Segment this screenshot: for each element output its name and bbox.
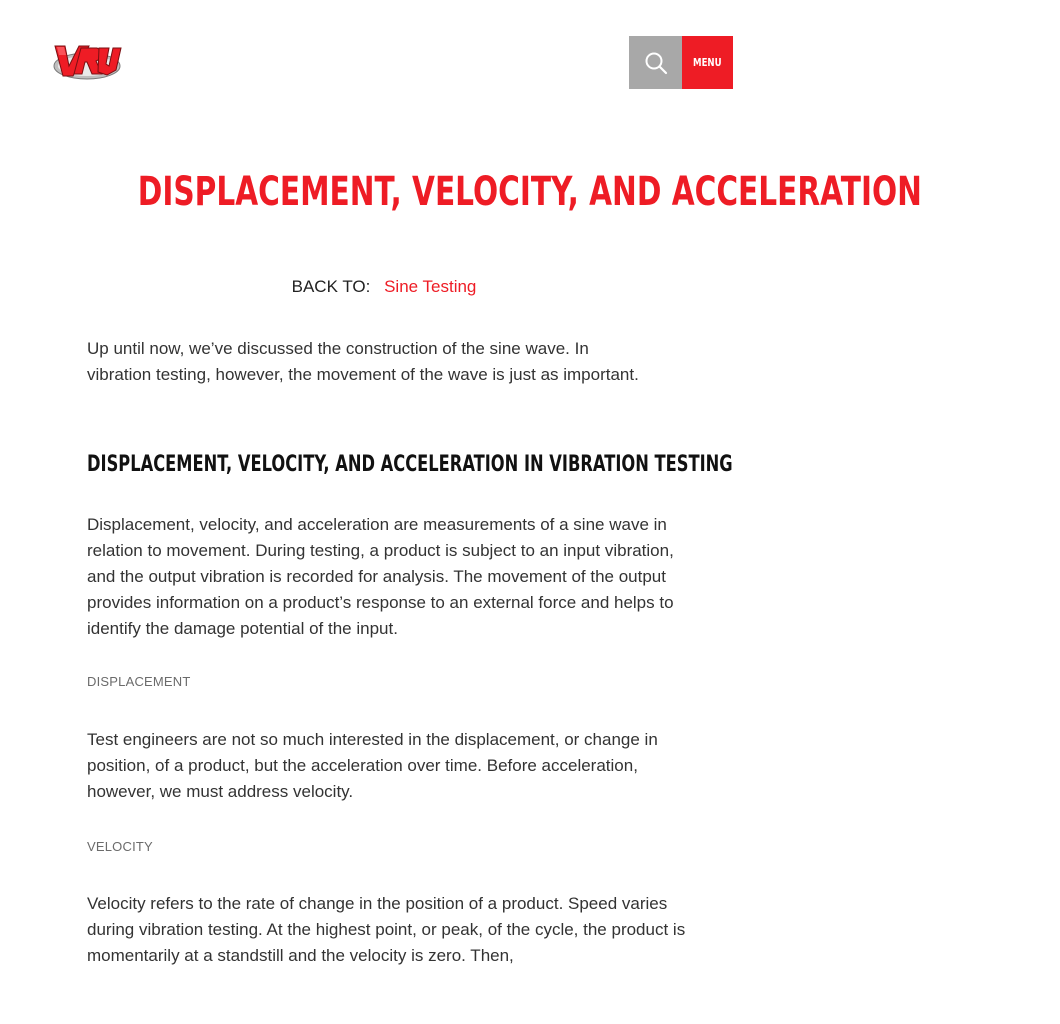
vru-logo-icon	[49, 38, 123, 86]
page-title	[0, 166, 922, 218]
velocity-paragraph: Velocity refers to the rate of change in the position of a product. Speed varies during vibration testing. At the highest point, or peak, of the cycle, the product is momentarily at a standstill and the velocity is zero. Then,	[87, 894, 686, 965]
section-paragraph: Displacement, velocity, and acceleration are measurements of a sine wave in relation to movement. During testing, a product is subject to an input vibration, and the output vibration is recorded for analysis. The movement of the output provides information on a product’s response to an external force and helps to identify the damage potential of the input.	[87, 515, 674, 638]
displacement-label: DISPLACEMENT	[87, 674, 191, 689]
search-button[interactable]	[629, 36, 682, 89]
velocity-label: VELOCITY	[87, 839, 153, 854]
section-heading-text: DISPLACEMENT, VELOCITY, AND ACCELERATION IN VIBRATION TESTING	[87, 452, 733, 477]
intro-paragraph: Up until now, we’ve discussed the construction of the sine wave. In vibration testing, however, the movement of the wave is just as important.	[87, 339, 639, 384]
page-title-text: DISPLACEMENT, VELOCITY, AND ACCELERATION	[137, 169, 922, 215]
search-icon	[644, 51, 668, 75]
back-to-label: BACK TO:	[291, 277, 371, 296]
site-header	[0, 0, 768, 125]
site-logo[interactable]	[49, 38, 123, 86]
back-to-link[interactable]: Sine Testing	[384, 277, 477, 296]
breadcrumb	[0, 276, 768, 298]
section-heading	[87, 450, 959, 480]
menu-button[interactable]	[682, 36, 733, 89]
menu-label: MENU	[693, 56, 722, 69]
displacement-paragraph: Test engineers are not so much interested in the displacement, or change in position, of a product, but the acceleration over time. Before acceleration, however, we must address velocity.	[87, 730, 658, 801]
